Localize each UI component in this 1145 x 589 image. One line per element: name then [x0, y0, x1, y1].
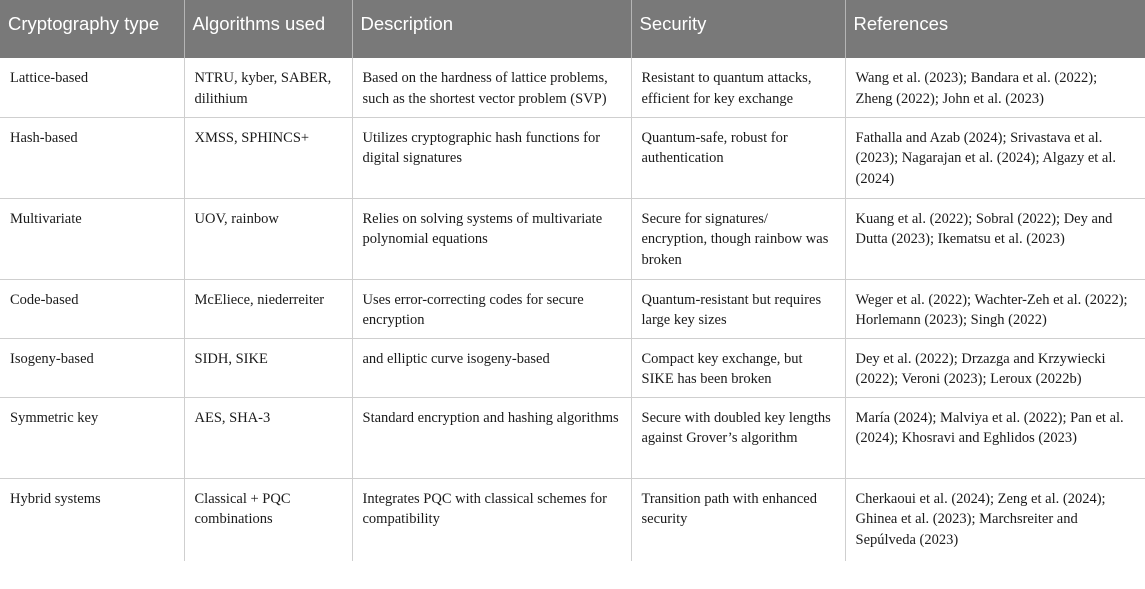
header-description: Description [352, 0, 631, 58]
header-cryptography-type: Cryptography type [0, 0, 184, 58]
cell-description: Uses error-correcting codes for secure encryption [352, 279, 631, 338]
cell-algorithms: Classical + PQC combinations [184, 478, 352, 561]
table-row [0, 58, 1145, 117]
cell-type: Symmetric key [0, 397, 184, 478]
cell-references: Cherkaoui et al. (2024); Zeng et al. (2024); Ghinea et al. (2023); Marchsreiter and Sepúlveda (2023) [855, 490, 1106, 548]
cell-algorithms: AES, SHA-3 [184, 397, 352, 478]
cell-description: Integrates PQC with classical schemes for compatibility [352, 478, 631, 561]
cell-algorithms: McEliece, niederreiter [184, 279, 352, 338]
cell-type: Hybrid systems [0, 478, 184, 561]
table-row [0, 198, 1145, 279]
header-security: Security [631, 0, 845, 58]
table-row [0, 397, 1145, 478]
cell-algorithms: NTRU, kyber, SABER, dilithium [184, 58, 352, 117]
table-row [0, 279, 1145, 338]
cell-description: Standard encryption and hashing algorithms [352, 397, 631, 478]
cell-security: Quantum-safe, robust for authentication [631, 117, 845, 198]
cell-security: Resistant to quantum attacks, efficient for key exchange [631, 58, 845, 117]
cell-references: Dey et al. (2022); Drzazga and Krzywiecki (2022); Veroni (2023); Leroux (2022b) [845, 338, 1145, 397]
cell-security: Secure for signatures/ encryption, though rainbow was broken [631, 198, 845, 279]
cell-security: Transition path with enhanced security [631, 478, 845, 561]
cell-security: Secure with doubled key lengths against Grover’s algorithm [631, 397, 845, 478]
cell-type: Code-based [0, 279, 184, 338]
cell-references: Wang et al. (2023); Bandara et al. (2022); Zheng (2022); John et al. (2023) [845, 58, 1145, 117]
cell-type: Isogeny-based [0, 338, 184, 397]
header-row [0, 0, 1145, 58]
table-row [0, 117, 1145, 198]
table-header [0, 0, 1145, 58]
cell-algorithms: XMSS, SPHINCS+ [184, 117, 352, 198]
cell-algorithms: SIDH, SIKE [184, 338, 352, 397]
cell-description: Utilizes cryptographic hash functions for digital signatures [352, 117, 631, 198]
cell-type: Lattice-based [0, 58, 184, 117]
cell-type: Hash-based [0, 117, 184, 198]
table-row [0, 338, 1145, 397]
header-references: References [845, 0, 1145, 58]
header-algorithms-used: Algorithms used [184, 0, 352, 58]
cell-references: María (2024); Malviya et al. (2022); Pan et al. (2024); Khosravi and Eghlidos (2023) [845, 397, 1145, 478]
cell-security: Compact key exchange, but SIKE has been broken [631, 338, 845, 397]
cell-references: Weger et al. (2022); Wachter-Zeh et al. (2022); Horlemann (2023); Singh (2022) [845, 279, 1145, 338]
cell-security: Quantum-resistant but requires large key sizes [631, 279, 845, 338]
cell-references: Fathalla and Azab (2024); Srivastava et al. (2023); Nagarajan et al. (2024); Algazy et al. (2024) [845, 117, 1145, 198]
cell-type: Multivariate [0, 198, 184, 279]
table-body [0, 58, 1145, 561]
cell-references: Kuang et al. (2022); Sobral (2022); Dey and Dutta (2023); Ikematsu et al. (2023) [845, 198, 1145, 279]
table-row [0, 478, 1145, 561]
cell-algorithms: UOV, rainbow [184, 198, 352, 279]
cell-description: Relies on solving systems of multivariate polynomial equations [352, 198, 631, 279]
cell-description: and elliptic curve isogeny-based [352, 338, 631, 397]
cell-description: Based on the hardness of lattice problems, such as the shortest vector problem (SVP) [352, 58, 631, 117]
